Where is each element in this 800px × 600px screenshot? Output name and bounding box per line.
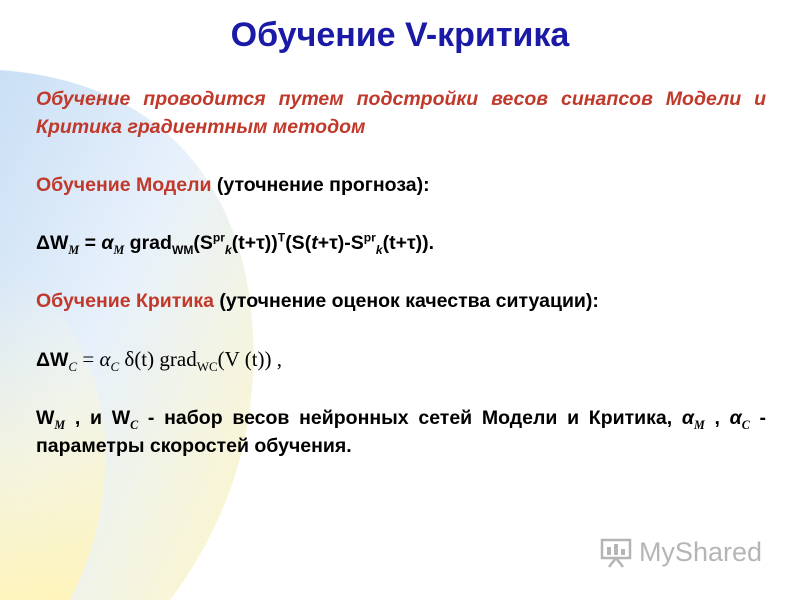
slide-body xyxy=(36,85,766,460)
myshared-watermark xyxy=(599,537,762,568)
closing-subscript-c: C xyxy=(130,417,139,432)
subscript-c: C xyxy=(68,359,78,375)
value-function-part: (V (t)) , xyxy=(217,347,283,371)
grad-subscript-wm: WM xyxy=(171,242,194,257)
grad-operator: grad xyxy=(124,232,172,254)
presentation-board-icon xyxy=(599,538,633,568)
equals-sign-c: = xyxy=(77,347,100,371)
closing-alpha-subscript-c: C xyxy=(741,417,750,432)
subscript-m: M xyxy=(68,242,80,257)
closing-and-wc: , и W xyxy=(65,407,131,429)
alpha-subscript-m: M xyxy=(113,242,125,257)
closing-alpha-subscript-m: M xyxy=(694,417,705,432)
critic-update-formula xyxy=(36,345,766,374)
alpha-c-symbol: α xyxy=(99,347,111,371)
delta-w-symbol: ΔW xyxy=(36,232,69,254)
subscript-k-2: k xyxy=(375,242,383,257)
superscript-pr-2: pr xyxy=(363,230,376,245)
intro-paragraph: Обучение проводится путем подстройки весов синапсов Модели и Критика градиентным методом xyxy=(36,88,766,138)
model-heading-highlight: Обучение Модели xyxy=(36,174,212,196)
delta-w-c-symbol: ΔW xyxy=(36,349,69,371)
t-variable: t xyxy=(311,232,318,254)
closing-alpha-c: α xyxy=(729,407,742,429)
model-heading-rest: (уточнение прогноза): xyxy=(211,174,430,196)
formula-part-a: (S( xyxy=(285,232,312,254)
watermark-text: MyShared xyxy=(638,537,762,567)
alpha-symbol: α xyxy=(101,232,114,254)
s-symbol: (S xyxy=(193,232,213,254)
model-update-formula xyxy=(36,229,766,257)
closing-w-m: W xyxy=(36,407,55,429)
transpose-superscript: T xyxy=(277,230,286,245)
closing-text-a: - набор весов нейронных сетей Модели и Критика, xyxy=(138,407,682,429)
closing-paragraph xyxy=(36,404,766,460)
delta-grad-part: δ(t) grad xyxy=(119,347,197,371)
time-argument: (t+τ)) xyxy=(231,232,278,254)
superscript-pr: pr xyxy=(212,230,225,245)
closing-comma: , xyxy=(704,407,730,429)
closing-alpha-m: α xyxy=(681,407,694,429)
formula-end: (t+τ)). xyxy=(382,232,435,254)
grad-subscript-wc: WC xyxy=(196,359,218,375)
alpha-subscript-c: C xyxy=(110,359,120,375)
critic-learning-heading xyxy=(36,287,766,315)
closing-text-b: - параметры скоростей обучения. xyxy=(36,407,766,457)
closing-subscript-m: M xyxy=(54,417,66,432)
equals-sign: = xyxy=(79,232,102,254)
formula-part-b: +τ)-S xyxy=(317,232,364,254)
slide-title: Обучение V-критика xyxy=(230,16,570,54)
critic-heading-highlight: Обучение Критика xyxy=(36,290,214,312)
subscript-k: k xyxy=(225,242,232,257)
critic-heading-rest: (уточнение оценок качества ситуации): xyxy=(213,290,599,312)
model-learning-heading xyxy=(36,171,766,199)
